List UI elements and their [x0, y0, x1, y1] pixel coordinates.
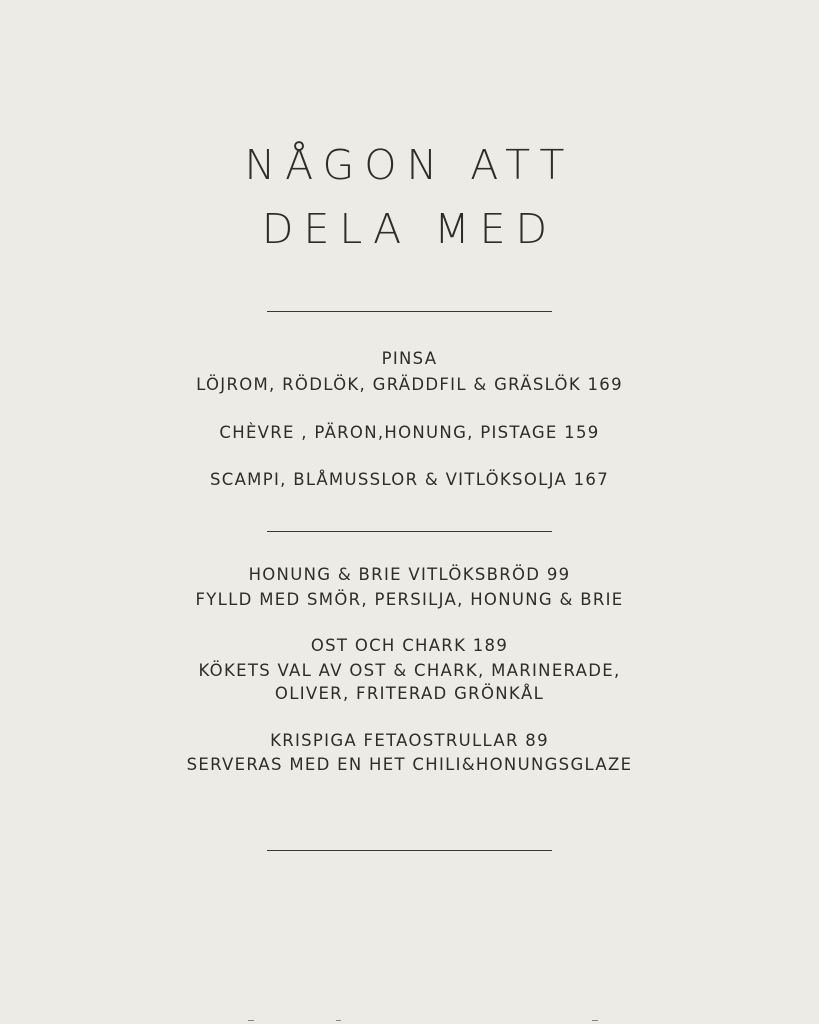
cropped-footer-text	[0, 1016, 819, 1024]
menu-item-vitloksbrod-description: FYLLD MED SMÖR, PERSILJA, HONUNG & BRIE	[195, 590, 624, 609]
menu-item-fetaostrullar: KRISPIGA FETAOSTRULLAR 89	[270, 731, 549, 750]
menu-item-vitloksbrod: HONUNG & BRIE VITLÖKSBRÖD 99	[248, 565, 571, 584]
menu-item-lojrom: LÖJROM, RÖDLÖK, GRÄDDFIL & GRÄSLÖK 169	[196, 375, 623, 394]
menu-item-ost-och-chark: OST OCH CHARK 189	[310, 636, 509, 655]
divider-middle	[267, 531, 552, 532]
menu-heading-pinsa: PINSA	[381, 349, 438, 368]
footer-mark	[592, 1020, 598, 1021]
menu-title-line-2: DELA MED	[261, 205, 558, 253]
footer-mark	[336, 1020, 341, 1021]
menu-item-ost-och-chark-description-cont: OLIVER, FRITERAD GRÖNKÅL	[274, 684, 545, 703]
menu-item-chevre: CHÈVRE , PÄRON,HONUNG, PISTAGE 159	[219, 423, 600, 442]
menu-item-fetaostrullar-description: SERVERAS MED EN HET CHILI&HONUNGSGLAZE	[186, 755, 633, 774]
divider-bottom	[267, 850, 552, 851]
menu-item-scampi: SCAMPI, BLÅMUSSLOR & VITLÖKSOLJA 167	[210, 470, 609, 489]
divider-top	[267, 311, 552, 312]
menu-item-ost-och-chark-description: KÖKETS VAL AV OST & CHARK, MARINERADE,	[198, 661, 621, 680]
footer-mark	[248, 1020, 254, 1021]
menu-title-line-1: NÅGON ATT	[244, 141, 575, 189]
